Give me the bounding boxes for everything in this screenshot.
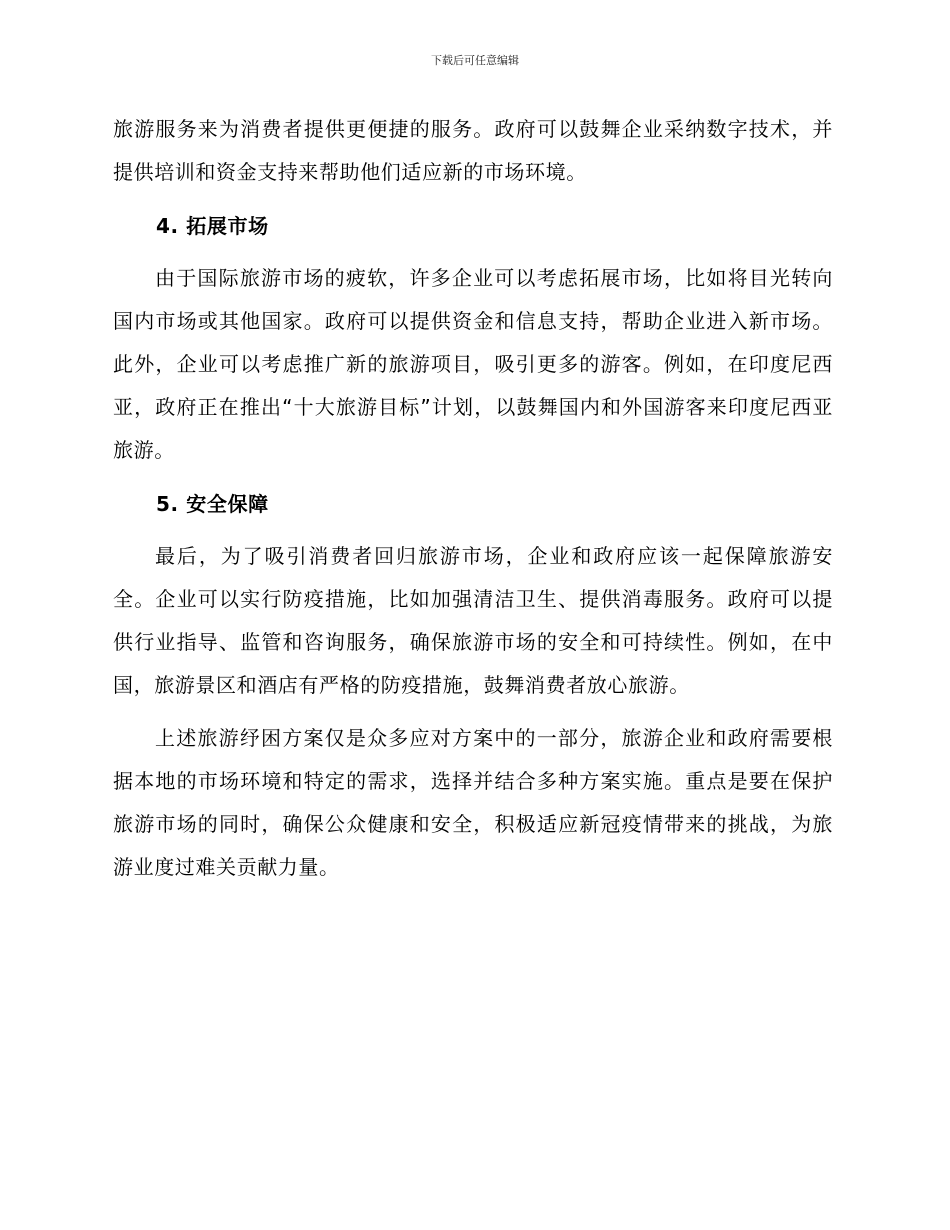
document-body bbox=[113, 108, 833, 889]
section-5-paragraph: 最后，为了吸引消费者回归旅游市场，企业和政府应该一起保障旅游安全。企业可以实行防疫措施，比如加强清洁卫生、提供消毒服务。政府可以提供行业指导、监管和咨询服务，确保旅游市场的安全和可持续性。例如，在中国，旅游景区和酒店有严格的防疫措施，鼓舞消费者放心旅游。 bbox=[113, 544, 833, 697]
section-4-paragraph: 由于国际旅游市场的疲软，许多企业可以考虑拓展市场，比如将目光转向国内市场或其他国家。政府可以提供资金和信息支持，帮助企业进入新市场。此外，企业可以考虑推广新的旅游项目，吸引更多的游客。例如，在印度尼西亚，政府正在推出“十大旅游目标”计划，以鼓舞国内和外国游客来印度尼西亚旅游。 bbox=[113, 266, 833, 462]
section-5-heading: 5. 安全保障 bbox=[156, 492, 269, 516]
page-header: 下载后可任意编辑 bbox=[431, 54, 519, 67]
conclusion-paragraph: 上述旅游纾困方案仅是众多应对方案中的一部分，旅游企业和政府需要根据本地的市场环境和特定的需求，选择并结合多种方案实施。重点是要在保护旅游市场的同时，确保公众健康和安全，积极适应新冠疫情带来的挑战，为旅游业度过难关贡献力量。 bbox=[113, 726, 833, 879]
section-4-heading: 4. 拓展市场 bbox=[156, 214, 269, 238]
intro-paragraph: 旅游服务来为消费者提供更便捷的服务。政府可以鼓舞企业采纳数字技术，并提供培训和资金支持来帮助他们适应新的市场环境。 bbox=[113, 117, 833, 184]
